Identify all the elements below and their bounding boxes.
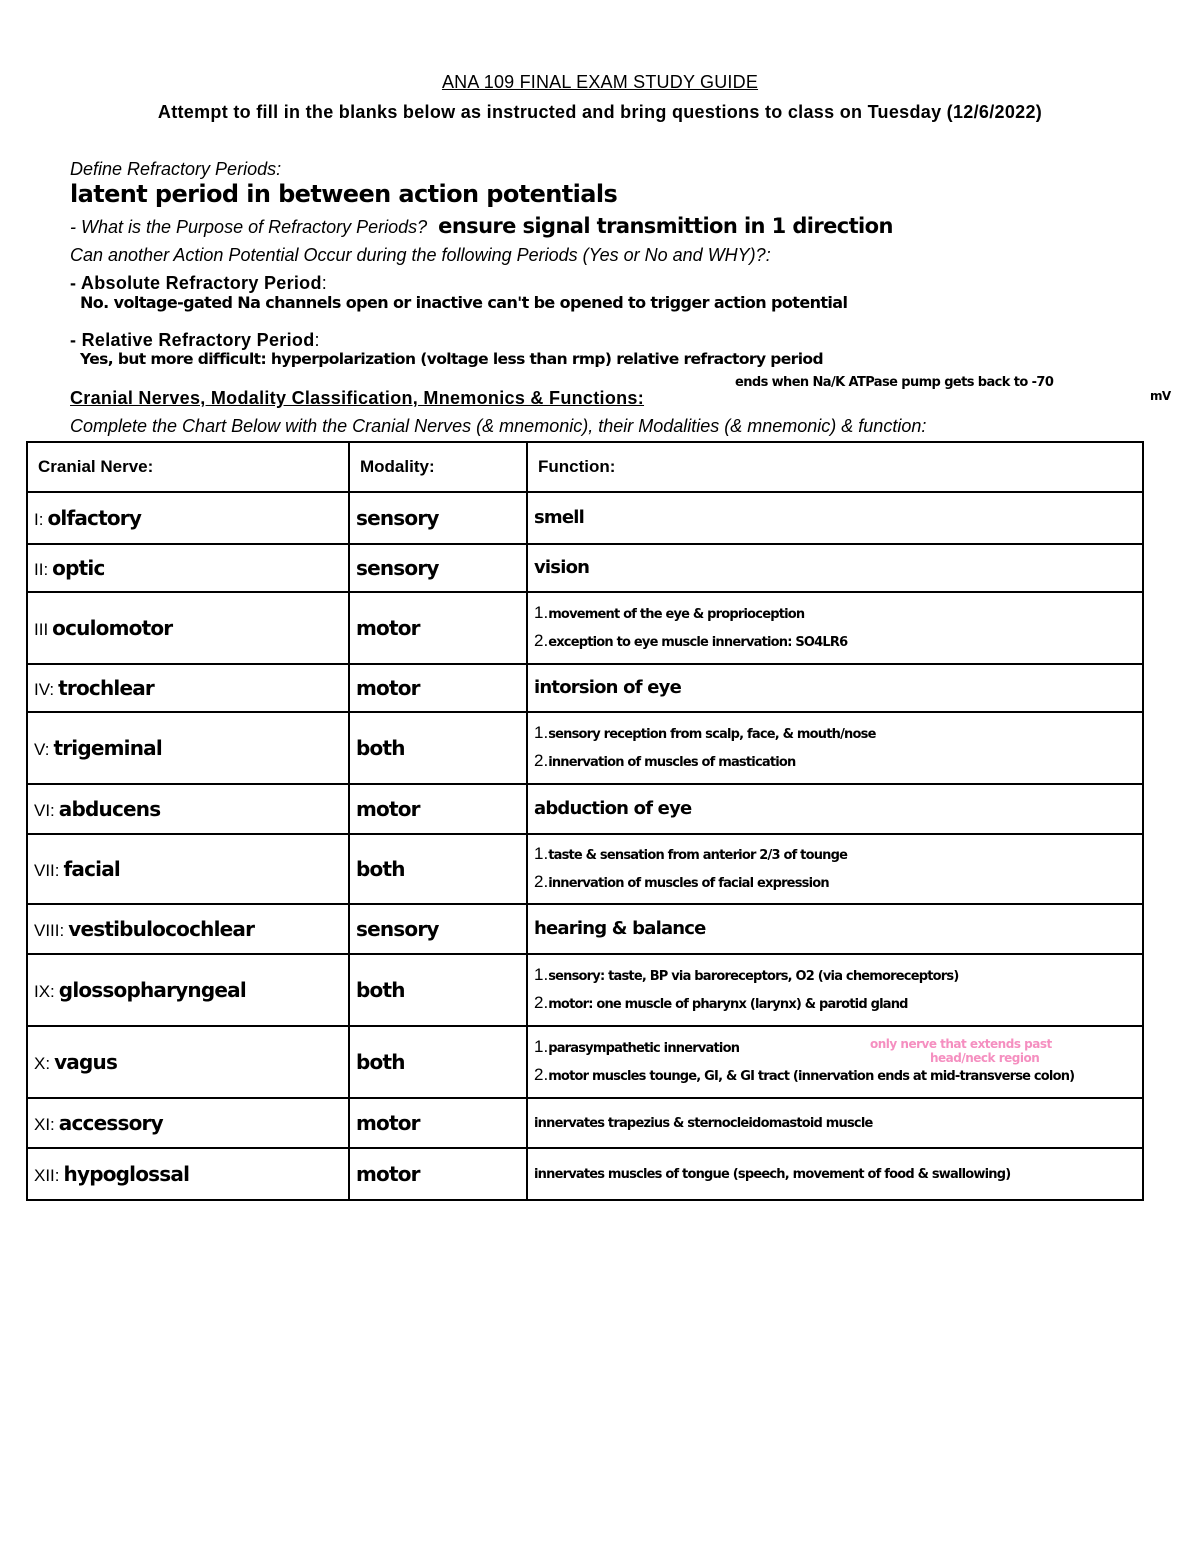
function-item [534, 962, 1136, 990]
nerve-name: hypoglossal [63, 1162, 190, 1186]
modality-cell [349, 664, 527, 712]
function-text: parasympathetic innervation [548, 1041, 740, 1056]
function-text: innervates trapezius & sternocleidomastoid muscle [534, 1116, 873, 1131]
define-prompt: Define Refractory Periods: [70, 159, 282, 179]
function-cell [527, 834, 1143, 904]
function-item [534, 916, 1136, 942]
function-cell [527, 664, 1143, 712]
cranial-nerve-cell [27, 834, 349, 904]
function-number: 1. [534, 723, 549, 742]
function-text: exception to eye muscle innervation: SO4LR6 [548, 635, 848, 650]
function-cell [527, 954, 1143, 1026]
cranial-nerve-cell [27, 784, 349, 834]
function-number: 2. [534, 993, 549, 1012]
cranial-heading: Cranial Nerves, Modality Classification, Mnemonics & Functions: [70, 388, 645, 408]
function-cell [527, 1148, 1143, 1200]
modality-value: both [356, 1050, 405, 1074]
absolute-answer: No. voltage-gated Na channels open or inactive can't be opened to trigger action potential [80, 293, 848, 312]
function-text: intorsion of eye [534, 677, 681, 698]
cranial-nerve-cell [27, 1098, 349, 1148]
function-number: 1. [534, 844, 549, 863]
table-row [27, 1098, 1143, 1148]
function-text: motor muscles tounge, GI, & GI tract (innervation ends at mid-transverse colon) [548, 1069, 1075, 1084]
modality-cell [349, 592, 527, 664]
relative-answer-2: ends when Na/K ATPase pump gets back to -70 [735, 375, 1054, 390]
function-cell [527, 1098, 1143, 1148]
absolute-answer-line [80, 292, 847, 313]
modality-value: motor [356, 676, 420, 700]
function-cell [527, 592, 1143, 664]
table-header-row [27, 442, 1143, 492]
nerve-name: trochlear [58, 676, 154, 700]
function-cell [527, 784, 1143, 834]
relative-label: - Relative Refractory Period [70, 330, 315, 350]
modality-cell [349, 544, 527, 592]
table-row [27, 834, 1143, 904]
function-item [534, 505, 1136, 531]
function-text: smell [534, 507, 585, 528]
nerve-numeral: XII: [34, 1166, 60, 1185]
cranial-instruction: Complete the Chart Below with the Cranial Nerves (& mnemonic), their Modalities (& mnemonic) & function: [70, 416, 927, 436]
page-title: ANA 109 FINAL EXAM STUDY GUIDE [441, 72, 759, 92]
table-row [27, 712, 1143, 784]
absolute-colon: : [321, 273, 327, 293]
function-number: 2. [534, 631, 549, 650]
function-text: motor: one muscle of pharynx (larynx) & parotid gland [548, 997, 908, 1012]
nerve-numeral: XI: [34, 1115, 55, 1134]
modality-cell [349, 954, 527, 1026]
function-text: movement of the eye & proprioception [548, 607, 805, 622]
function-text: sensory reception from scalp, face, & mouth/nose [548, 727, 876, 742]
function-item [534, 1109, 1136, 1137]
modality-cell [349, 904, 527, 954]
define-answer-text: latent period in between action potentials [70, 180, 618, 208]
header-modality: Modality: [349, 442, 527, 492]
nerve-numeral: IX: [34, 982, 55, 1001]
relative-answer-line2 [735, 370, 1053, 391]
function-item [534, 1062, 1136, 1090]
modality-value: both [356, 857, 405, 881]
cranial-nerve-cell [27, 544, 349, 592]
table-row [27, 592, 1143, 664]
function-item [534, 1160, 1136, 1188]
cranial-nerve-cell [27, 712, 349, 784]
pink-note-line2: head/neck region [930, 1051, 1040, 1065]
header-function: Function: [527, 442, 1143, 492]
table-row [27, 492, 1143, 544]
function-item [534, 720, 1136, 748]
modality-value: sensory [356, 917, 439, 941]
function-item [534, 869, 1136, 897]
modality-value: sensory [356, 556, 439, 580]
function-text: abduction of eye [534, 798, 692, 819]
table-row [27, 544, 1143, 592]
function-item [534, 841, 1136, 869]
page-subtitle: Attempt to fill in the blanks below as instructed and bring questions to class on Tuesday (12/6/2022) [157, 102, 1043, 122]
nerve-numeral: III [34, 620, 49, 639]
cranial-nerve-cell [27, 592, 349, 664]
nerve-numeral: VI: [34, 801, 55, 820]
function-cell [527, 492, 1143, 544]
absolute-label: - Absolute Refractory Period [70, 273, 322, 293]
function-cell [527, 544, 1143, 592]
nerve-name: accessory [58, 1111, 163, 1135]
modality-value: both [356, 736, 405, 760]
modality-value: sensory [356, 506, 439, 530]
cranial-nerve-cell [27, 1148, 349, 1200]
nerve-numeral: VIII: [34, 921, 65, 940]
nerve-name: oculomotor [52, 616, 173, 640]
header-cranial-nerve: Cranial Nerve: [27, 442, 349, 492]
modality-cell [349, 784, 527, 834]
function-number: 2. [534, 872, 549, 891]
nerve-name: abducens [58, 797, 161, 821]
nerve-name: olfactory [47, 506, 142, 530]
table-row [27, 664, 1143, 712]
function-text: taste & sensation from anterior 2/3 of tounge [548, 848, 848, 863]
nerve-name: vestibulocochlear [68, 917, 255, 941]
function-number: 2. [534, 751, 549, 770]
function-item [534, 600, 1136, 628]
function-text: innervates muscles of tongue (speech, movement of food & swallowing) [534, 1167, 1011, 1182]
modality-cell [349, 712, 527, 784]
function-number: 2. [534, 1065, 549, 1084]
nerve-numeral: VII: [34, 861, 60, 880]
nerve-name: glossopharyngeal [58, 978, 246, 1002]
function-text: innervation of muscles of facial expression [548, 876, 829, 891]
function-item [534, 990, 1136, 1018]
absolute-line [70, 273, 327, 294]
cranial-nerve-cell [27, 492, 349, 544]
table-row [27, 904, 1143, 954]
table-row [27, 1148, 1143, 1200]
function-text: vision [534, 557, 590, 578]
modality-cell [349, 834, 527, 904]
modality-cell [349, 492, 527, 544]
nerve-numeral: IV: [34, 680, 55, 699]
purpose-answer: ensure signal transmittion in 1 direction [438, 214, 893, 238]
cranial-nerves-table [26, 441, 1144, 1201]
cranial-nerve-cell [27, 904, 349, 954]
nerve-name: vagus [54, 1050, 118, 1074]
function-item [534, 675, 1136, 701]
function-item [534, 748, 1136, 776]
modality-cell [349, 1148, 527, 1200]
modality-value: both [356, 978, 405, 1002]
function-item [534, 555, 1136, 581]
relative-answer-line1 [80, 348, 823, 369]
relative-colon: : [314, 330, 320, 350]
modality-cell [349, 1026, 527, 1098]
table-row [27, 954, 1143, 1026]
modality-value: motor [356, 616, 420, 640]
cranial-nerve-cell [27, 664, 349, 712]
define-answer [70, 180, 617, 208]
nerve-name: facial [63, 857, 120, 881]
pink-note-line1: only nerve that extends past [870, 1037, 1052, 1051]
function-number: 1. [534, 1037, 549, 1056]
table-row [27, 784, 1143, 834]
function-cell [527, 712, 1143, 784]
can-another-prompt: Can another Action Potential Occur during the following Periods (Yes or No and WHY)?: [70, 245, 771, 265]
function-text: hearing & balance [534, 918, 706, 939]
function-item [534, 628, 1136, 656]
nerve-numeral: X: [34, 1054, 51, 1073]
nerve-name: optic [52, 556, 105, 580]
nerve-name: trigeminal [53, 736, 162, 760]
nerve-numeral: II: [34, 560, 49, 579]
nerve-numeral: I: [34, 510, 44, 529]
function-text: sensory: taste, BP via baroreceptors, O2 (via chemoreceptors) [548, 969, 959, 984]
cranial-nerve-cell [27, 954, 349, 1026]
cranial-nerve-cell [27, 1026, 349, 1098]
function-cell [527, 904, 1143, 954]
function-item [534, 796, 1136, 822]
relative-answer-1: Yes, but more difficult: hyperpolarization (voltage less than rmp) relative refractory period [80, 350, 823, 368]
function-number: 1. [534, 965, 549, 984]
modality-value: motor [356, 1162, 420, 1186]
function-number: 1. [534, 603, 549, 622]
purpose-line [70, 214, 893, 238]
purpose-prompt: - What is the Purpose of Refractory Periods? [70, 217, 428, 237]
modality-value: motor [356, 797, 420, 821]
relative-answer-unit-text: mV [1150, 389, 1171, 403]
nerve-numeral: V: [34, 740, 50, 759]
modality-cell [349, 1098, 527, 1148]
relative-answer-unit [1150, 384, 1171, 405]
function-text: innervation of muscles of mastication [548, 755, 796, 770]
modality-value: motor [356, 1111, 420, 1135]
